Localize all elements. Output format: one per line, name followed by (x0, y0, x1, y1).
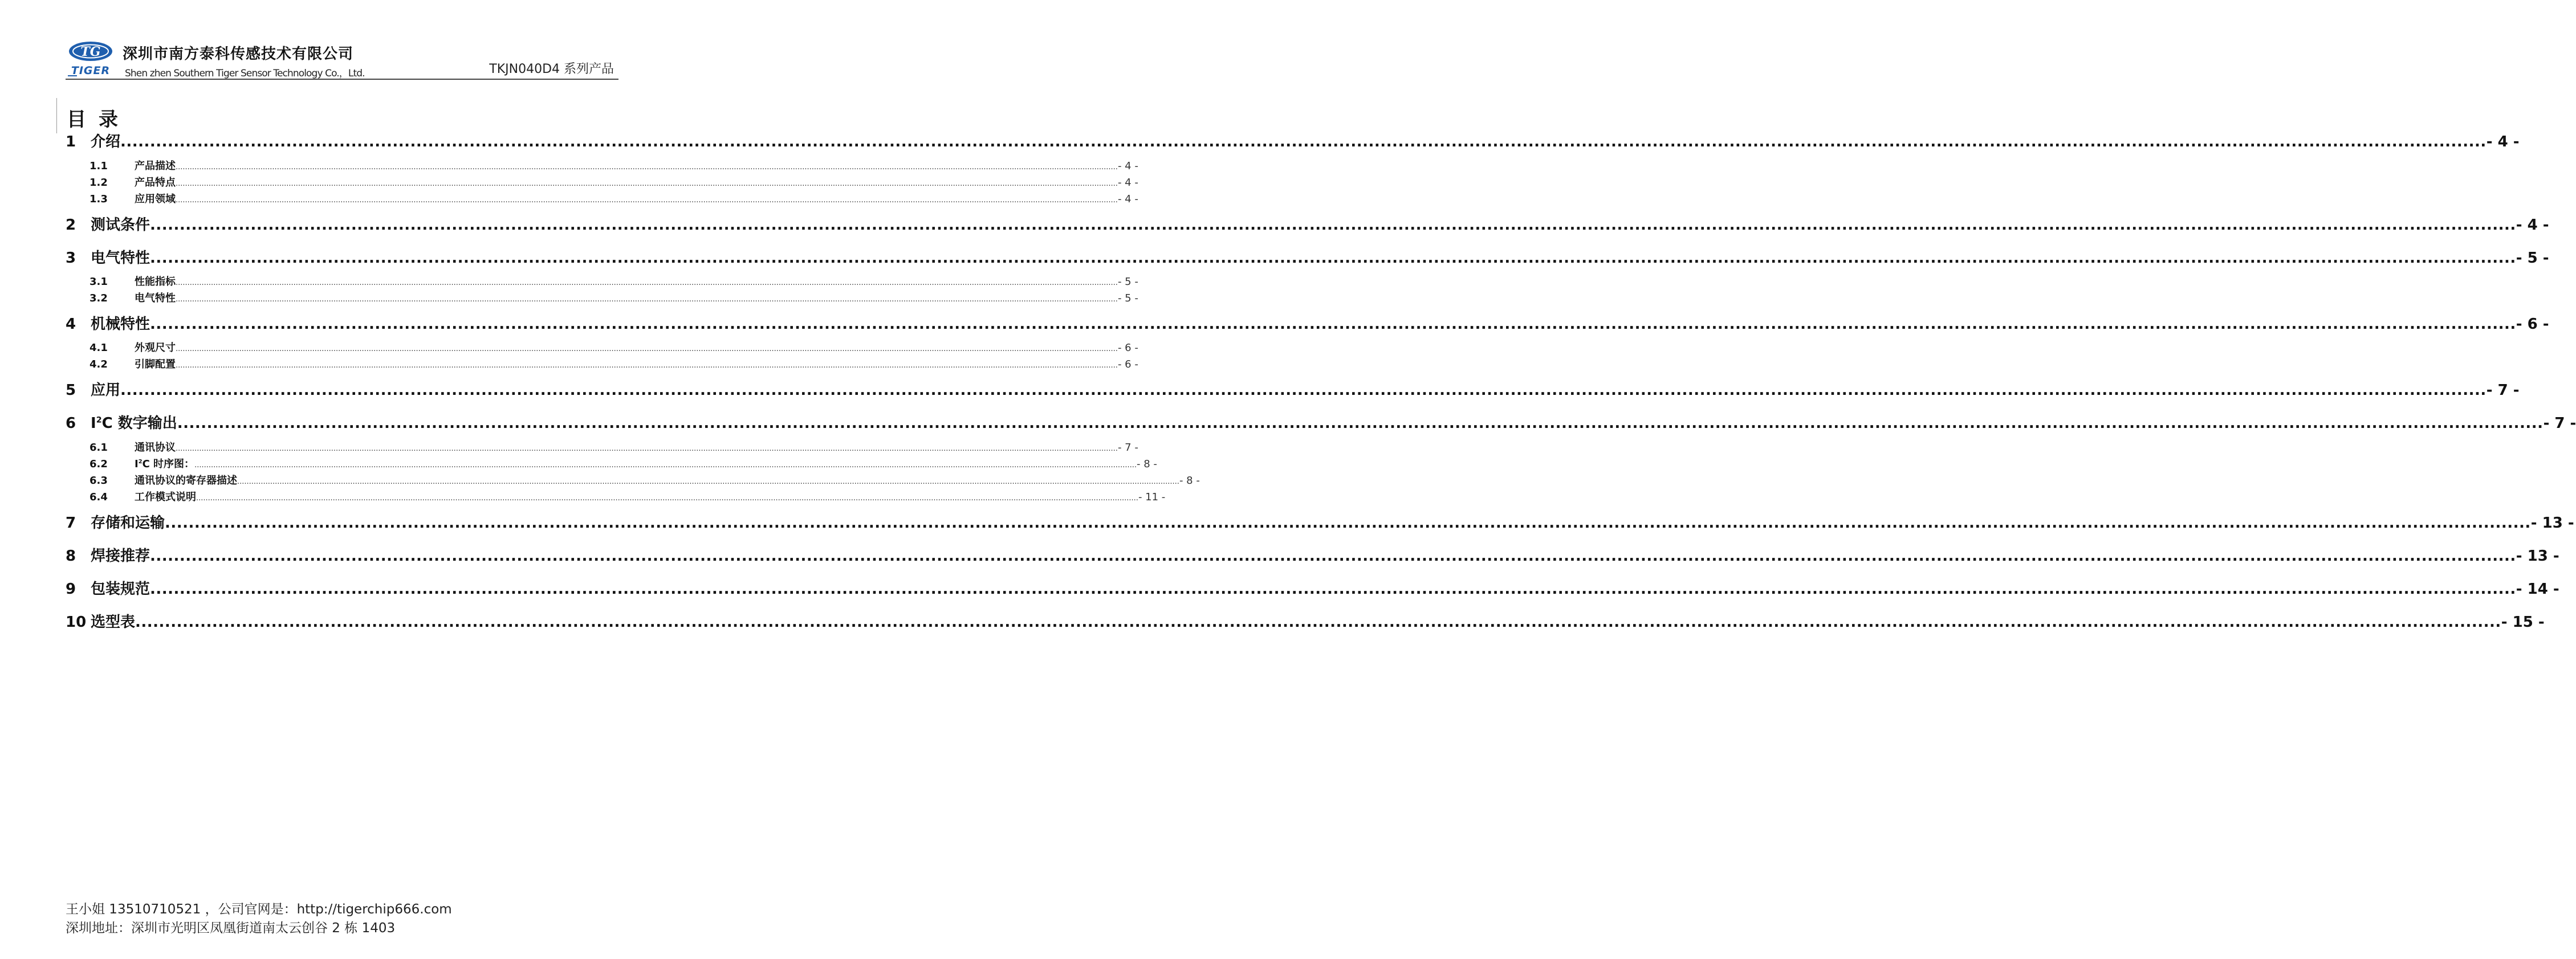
toc-leader-dots: ................................................................................................................................................................................................................................................................................................................................................................................................................ (150, 217, 2516, 234)
toc-entry-label: 应用领域 (135, 193, 176, 205)
toc-entry[interactable] (89, 439, 1138, 454)
toc-entry-label: 包装规范 (91, 581, 150, 598)
toc-entry-number: 6 (66, 415, 76, 432)
toc-entry[interactable] (66, 312, 2549, 333)
toc-entry-number: 1.3 (89, 193, 108, 205)
toc-entry-number: 1.1 (89, 160, 108, 172)
toc-entry-number: 6.3 (89, 475, 108, 487)
toc-entry-number: 2 (66, 217, 76, 234)
toc-entry[interactable] (89, 489, 1166, 504)
toc-entry-number: 1.2 (89, 177, 108, 189)
company-name-cn: 深圳市南方泰科传感技术有限公司 (123, 46, 354, 63)
toc-leader-dots: ................................................................................................................................................................................................................................................................................................................................................................................................................ (150, 581, 2516, 598)
toc-entry-label: 存储和运输 (91, 515, 165, 532)
toc-leader-dots: ................................................................................................................................................................................................................................................................................................................................................................................................................ (150, 316, 2516, 333)
toc-leader-dots: ................................................................................................................................................................................................................................................................................................................................................................................................................ (176, 279, 1118, 287)
toc-entry-label: 性能指标 (135, 276, 176, 288)
toc-leader-dots: ................................................................................................................................................................................................................................................................................................................................................................................................................ (150, 548, 2516, 565)
toc-entry-page: - 4 - (1117, 193, 1138, 205)
toc-entry-page: - 6 - (2516, 316, 2549, 333)
toc-entry-label: 应用 (91, 382, 121, 399)
toc-entry-page: - 6 - (1117, 342, 1138, 354)
toc-entry-page: - 7 - (1117, 442, 1138, 454)
toc-entry-label: 电气特性 (135, 292, 176, 304)
toc-entry[interactable] (89, 290, 1138, 305)
toc-entry-label: 通讯协议 (135, 442, 176, 454)
toc-entry-page: - 13 - (2530, 515, 2574, 532)
toc-entry-page: - 4 - (1117, 160, 1138, 172)
toc-entry-number: 5 (66, 382, 76, 399)
toc-leader-dots: ................................................................................................................................................................................................................................................................................................................................................................................................................ (196, 494, 1138, 503)
svg-text:TIGER: TIGER (71, 64, 111, 77)
toc-entry-page: - 7 - (2543, 415, 2576, 432)
toc-leader-dots: ................................................................................................................................................................................................................................................................................................................................................................................................................ (135, 614, 2501, 631)
toc-entry-label: $I^2C$ 时序图： (135, 458, 195, 470)
toc-entry-page: - 13 - (2516, 548, 2559, 565)
toc-entry-page: - 8 - (1179, 475, 1200, 487)
toc-entry-page: - 7 - (2486, 382, 2520, 399)
toc-entry-number: 7 (66, 515, 76, 532)
toc-entry-label: 通讯协议的寄存器描述 (135, 475, 237, 487)
toc-entry-label: 工作模式说明 (135, 491, 196, 503)
toc-entry-label: 产品特点 (135, 177, 176, 189)
toc-leader-dots: ................................................................................................................................................................................................................................................................................................................................................................................................................ (165, 515, 2531, 532)
toc-title: 目录 (67, 108, 131, 131)
toc-entry-number: 3.1 (89, 276, 108, 288)
toc-entry-page: - 6 - (1117, 358, 1138, 370)
toc-leader-dots: ................................................................................................................................................................................................................................................................................................................................................................................................................ (194, 461, 1137, 470)
toc-entry-page: - 15 - (2501, 614, 2545, 631)
toc-entry[interactable] (66, 411, 2576, 432)
toc-entry-label: 测试条件 (91, 217, 150, 234)
toc-entry-number: 9 (66, 581, 76, 598)
toc-entry-number: 6.2 (89, 458, 108, 470)
toc-leader-dots: ................................................................................................................................................................................................................................................................................................................................................................................................................ (177, 415, 2544, 432)
toc-entry[interactable] (66, 213, 2549, 234)
toc-entry[interactable] (66, 246, 2549, 267)
footer-address: 深圳地址：深圳市光明区凤凰街道南太云创谷 2 栋 1403 (66, 921, 396, 936)
toc-entry-page: - 11 - (1138, 491, 1166, 503)
product-series: TKJN040D4 系列产品 (489, 62, 614, 76)
toc-entry[interactable] (89, 274, 1138, 288)
toc-entry[interactable] (66, 511, 2574, 532)
toc-entry-number: 10 (66, 614, 87, 631)
toc-entry[interactable] (89, 158, 1138, 173)
toc-leader-dots: ................................................................................................................................................................................................................................................................................................................................................................................................................ (176, 345, 1118, 353)
toc-entry-number: 4 (66, 316, 76, 333)
company-name-en: Shen zhen Southern Tiger Sensor Technology Co.，Ltd. (125, 68, 365, 79)
toc-entry-number: 6.4 (89, 491, 108, 503)
toc-entry-page: - 14 - (2516, 581, 2559, 598)
toc-entry-label: 电气特性 (91, 250, 150, 267)
toc-entry-label: 选型表 (91, 614, 136, 631)
toc-entry[interactable] (89, 191, 1138, 206)
toc-entry[interactable] (66, 610, 2545, 631)
toc-entry[interactable] (66, 378, 2520, 399)
toc-entry-label: 引脚配置 (135, 358, 176, 370)
toc-entry-number: 3.2 (89, 292, 108, 304)
toc-leader-dots: ................................................................................................................................................................................................................................................................................................................................................................................................................ (150, 250, 2516, 267)
toc-entry[interactable] (66, 577, 2559, 598)
toc-entry-label: 产品描述 (135, 160, 176, 172)
toc-entry-number: 8 (66, 548, 76, 565)
toc-entry[interactable] (66, 544, 2559, 565)
svg-text:TG: TG (80, 44, 101, 59)
toc-leader-dots: ................................................................................................................................................................................................................................................................................................................................................................................................................ (176, 361, 1118, 370)
toc-leader-dots: ................................................................................................................................................................................................................................................................................................................................................................................................................ (120, 382, 2487, 399)
toc-entry[interactable] (89, 340, 1138, 354)
toc-entry-page: - 4 - (1117, 177, 1138, 189)
toc-entry-number: 6.1 (89, 442, 108, 454)
toc-leader-dots: ................................................................................................................................................................................................................................................................................................................................................................................................................ (120, 133, 2487, 150)
toc-entry[interactable] (89, 356, 1138, 371)
toc-entry-number: 4.1 (89, 342, 108, 354)
toc-entry-page: - 5 - (1117, 276, 1138, 288)
toc-entry-page: - 4 - (2516, 217, 2549, 234)
toc-entry-page: - 5 - (1117, 292, 1138, 304)
footer-contact: 王小姐 13510710521 ，公司官网是：http://tigerchip666.com (66, 902, 452, 917)
toc-leader-dots: ................................................................................................................................................................................................................................................................................................................................................................................................................ (176, 163, 1118, 172)
toc-entry[interactable] (89, 174, 1138, 189)
toc-entry-number: 3 (66, 250, 76, 267)
toc-entry[interactable] (89, 472, 1200, 487)
toc-entry-label: 机械特性 (91, 316, 150, 333)
toc-leader-dots: ................................................................................................................................................................................................................................................................................................................................................................................................................ (237, 478, 1179, 486)
toc-leader-dots: ................................................................................................................................................................................................................................................................................................................................................................................................................ (176, 196, 1118, 205)
toc-leader-dots: ................................................................................................................................................................................................................................................................................................................................................................................................................ (176, 179, 1118, 188)
toc-entry-label: 焊接推荐 (91, 548, 150, 565)
toc-entry-label: 外观尺寸 (135, 342, 176, 354)
toc-entry-label: 介绍 (91, 133, 121, 150)
toc-entry-label: $I^2C$ 数字输出 (91, 415, 177, 432)
toc-entry[interactable] (89, 456, 1157, 471)
toc-entry-page: - 8 - (1137, 458, 1157, 470)
toc-entry-page: - 4 - (2486, 133, 2520, 150)
toc-entry-number: 1 (66, 133, 76, 150)
toc-leader-dots: ................................................................................................................................................................................................................................................................................................................................................................................................................ (176, 295, 1118, 304)
toc-leader-dots: ................................................................................................................................................................................................................................................................................................................................................................................................................ (176, 444, 1118, 453)
toc-entry-number: 4.2 (89, 358, 108, 370)
toc-entry[interactable] (66, 130, 2520, 151)
toc-entry-page: - 5 - (2516, 250, 2549, 267)
page-footer (66, 900, 452, 938)
